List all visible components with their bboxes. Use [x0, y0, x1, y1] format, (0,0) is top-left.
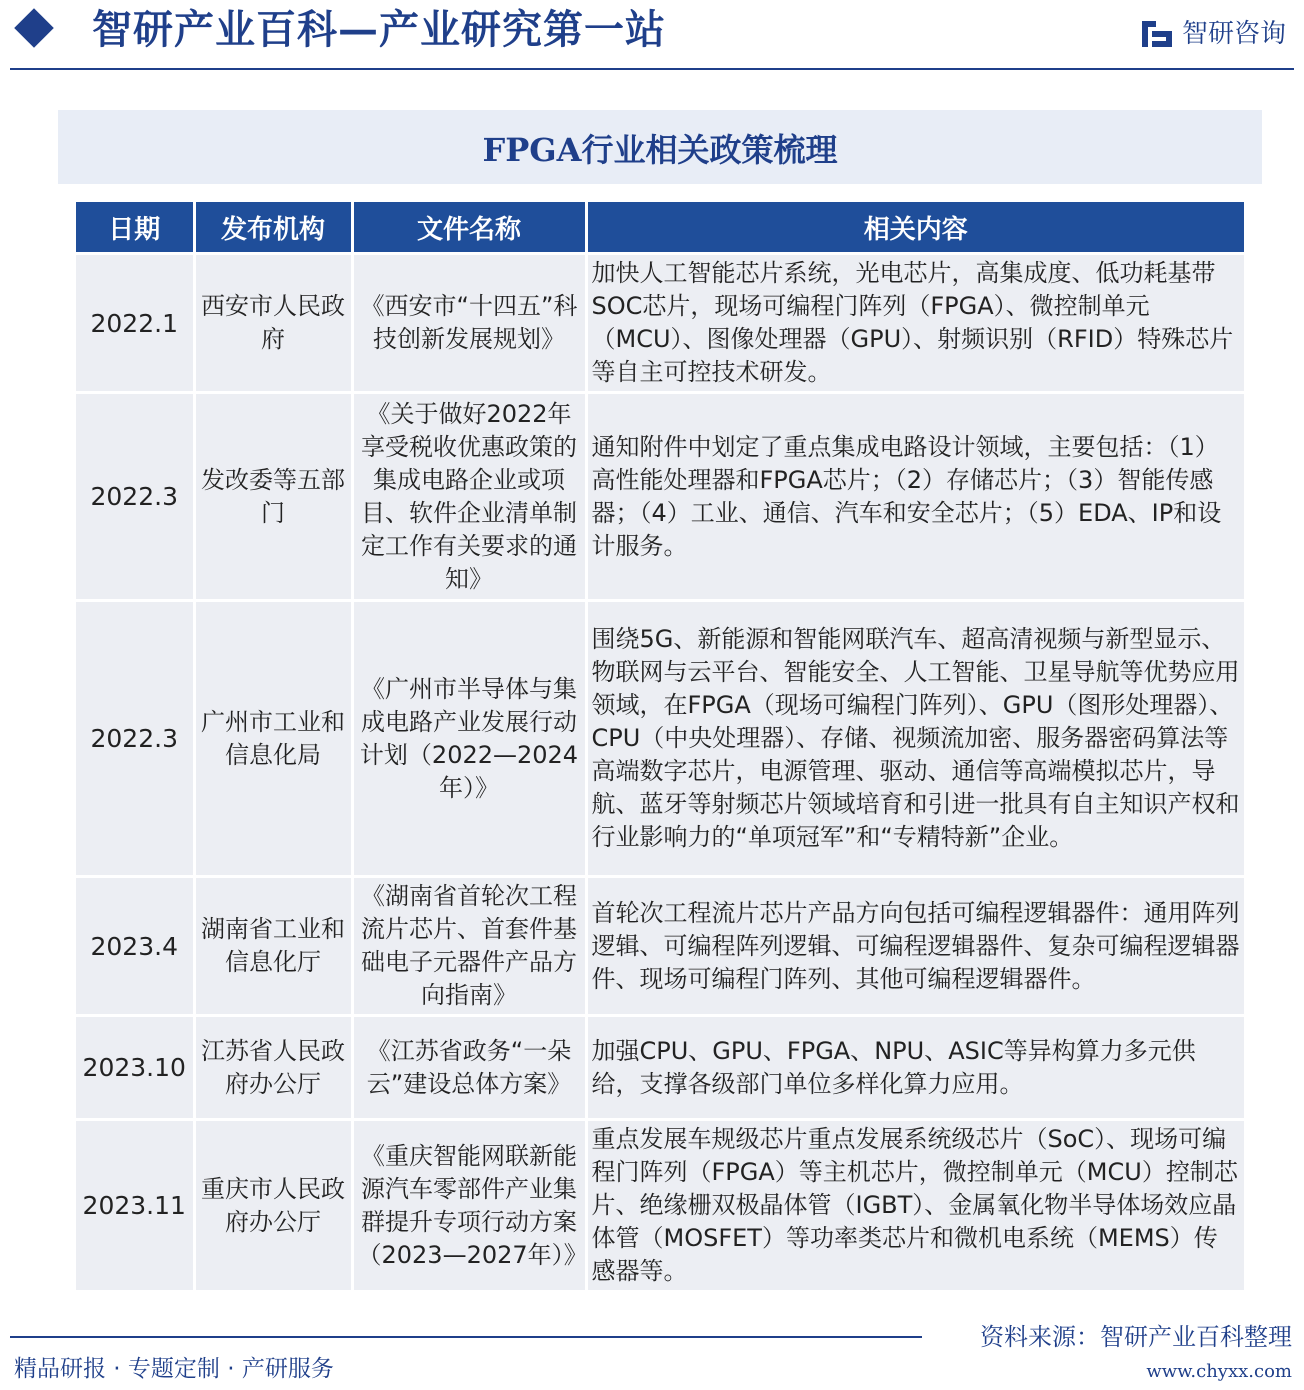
cell-org: 湖南省工业和信息化厅 [194, 877, 352, 1016]
cell-content: 重点发展车规级芯片重点发展系统级芯片（SoC）、现场可编程门阵列（FPGA）等主机芯片，微控制单元（MCU）控制芯片、绝缘栅双极晶体管（IGBT）、金属氧化物半导体场效应晶体管（MOSFET）等功率类芯片和微机电系统（MEMS）传感器等。 [586, 1120, 1244, 1291]
cell-doc: 《关于做好2022年享受税收优惠政策的集成电路企业或项目、软件企业清单制定工作有关要求的通知》 [352, 393, 586, 601]
cell-content: 加快人工智能芯片系统，光电芯片，高集成度、低功耗基带SOC芯片，现场可编程门阵列（FPGA）、微控制单元（MCU）、图像处理器（GPU）、射频识别（RFID）特殊芯片等自主可控技术研发。 [586, 254, 1244, 393]
cell-date: 2022.1 [76, 254, 194, 393]
page-header [0, 0, 1304, 68]
brand-name: 智研咨询 [1181, 19, 1286, 49]
footer-divider [10, 1336, 922, 1338]
cell-doc: 《广州市半导体与集成电路产业发展行动计划（2022—2024年）》 [352, 601, 586, 877]
source-note: 资料来源：智研产业百科整理 [980, 1323, 1292, 1351]
cell-content: 通知附件中划定了重点集成电路设计领域，主要包括：（1）高性能处理器和FPGA芯片；（2）存储芯片；（3）智能传感器；（4）工业、通信、汽车和安全芯片；（5）EDA、IP和设计服务。 [586, 393, 1244, 601]
cell-org: 广州市工业和信息化局 [194, 601, 352, 877]
table-row [76, 393, 1244, 601]
diamond-icon [14, 8, 54, 48]
brand-logo-icon [1140, 19, 1174, 49]
table-header-row [76, 202, 1244, 254]
page-title: FPGA行业相关政策梳理 [482, 131, 838, 169]
cell-doc: 《西安市“十四五”科技创新发展规划》 [352, 254, 586, 393]
cell-org: 发改委等五部门 [194, 393, 352, 601]
website-link[interactable]: www.chyxx.com [1146, 1361, 1292, 1382]
cell-date: 2022.3 [76, 601, 194, 877]
cell-date: 2023.11 [76, 1120, 194, 1291]
column-header-date: 日期 [76, 202, 194, 254]
table-row [76, 1120, 1244, 1291]
policy-table [76, 202, 1244, 1290]
cell-content: 首轮次工程流片芯片产品方向包括可编程逻辑器件：通用阵列逻辑、可编程阵列逻辑、可编程逻辑器件、复杂可编程逻辑器件、现场可编程门阵列、其他可编程逻辑器件。 [586, 877, 1244, 1016]
site-title: 智研产业百科—产业研究第一站 [92, 6, 666, 53]
footer-slogan: 精品研报 · 专题定制 · 产研服务 [14, 1356, 334, 1382]
table-row [76, 601, 1244, 877]
title-band [58, 110, 1262, 184]
column-header-doc: 文件名称 [352, 202, 586, 254]
column-header-org: 发布机构 [194, 202, 352, 254]
table-row [76, 877, 1244, 1016]
cell-content: 围绕5G、新能源和智能网联汽车、超高清视频与新型显示、物联网与云平台、智能安全、人工智能、卫星导航等优势应用领域，在FPGA（现场可编程门阵列）、GPU（图形处理器）、CPU（中央处理器）、存储、视频流加密、服务器密码算法等高端数字芯片，电源管理、驱动、通信等高端模拟芯片，导航、蓝牙等射频芯片领域培育和引进一批具有自主知识产权和行业影响力的“单项冠军”和“专精特新”企业。 [586, 601, 1244, 877]
cell-doc: 《重庆智能网联新能源汽车零部件产业集群提升专项行动方案（2023—2027年）》 [352, 1120, 586, 1291]
table-row [76, 254, 1244, 393]
cell-date: 2023.4 [76, 877, 194, 1016]
cell-content: 加强CPU、GPU、FPGA、NPU、ASIC等异构算力多元供给，支撑各级部门单位多样化算力应用。 [586, 1016, 1244, 1120]
header-divider [10, 68, 1294, 70]
cell-org: 西安市人民政府 [194, 254, 352, 393]
cell-date: 2023.10 [76, 1016, 194, 1120]
cell-date: 2022.3 [76, 393, 194, 601]
cell-doc: 《江苏省政务“一朵云”建设总体方案》 [352, 1016, 586, 1120]
brand [1140, 18, 1286, 50]
cell-org: 重庆市人民政府办公厅 [194, 1120, 352, 1291]
cell-doc: 《湖南省首轮次工程流片芯片、首套件基础电子元器件产品方向指南》 [352, 877, 586, 1016]
table-row [76, 1016, 1244, 1120]
cell-org: 江苏省人民政府办公厅 [194, 1016, 352, 1120]
column-header-content: 相关内容 [586, 202, 1244, 254]
